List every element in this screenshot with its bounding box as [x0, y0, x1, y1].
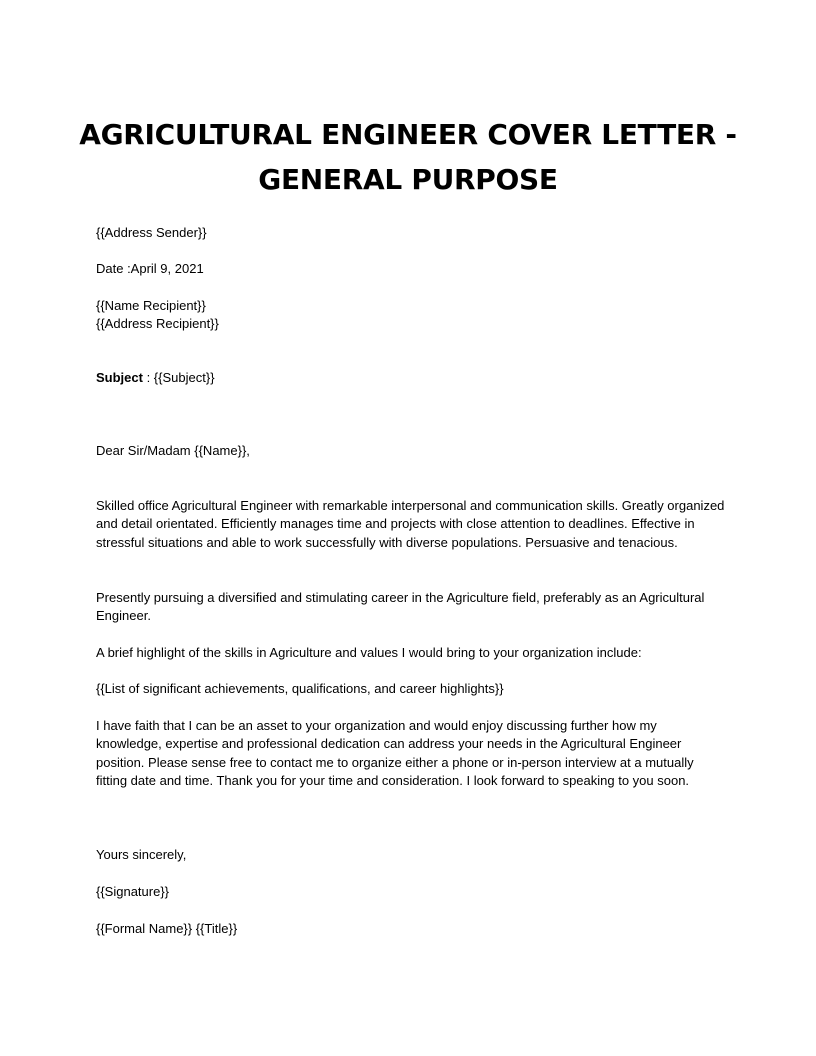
title-line-1: AGRICULTURAL ENGINEER COVER LETTER -: [79, 118, 737, 151]
body-paragraph-1: Skilled office Agricultural Engineer with remarkable interpersonal and communication skills. Greatly organized and detail orientated. Efficiently manages time and projects with close attention to deadlines. Effective in stressful situations and able to work successfully with diverse populations. Persuasive and tenacious.: [96, 498, 725, 550]
formal-name-title: {{Formal Name}} {{Title}}: [96, 921, 238, 936]
subject-value: : {{Subject}}: [142, 370, 215, 385]
closing: Yours sincerely,: [96, 847, 187, 862]
subject-label: Subject: [96, 370, 143, 385]
achievements-placeholder: {{List of significant achievements, qualifications, and career highlights}}: [96, 681, 504, 696]
title-line-2: GENERAL PURPOSE: [258, 163, 558, 196]
body-paragraph-5: I have faith that I can be an asset to your organization and would enjoy discussing further how my knowledge, expertise and professional dedication can address your needs in the Agricultural Engineer position. Please sense free to contact me to organize either a phone or in-person interview at a mutually fitting date and time. Thank you for your time and consideration. I look forward to speaking to you soon.: [96, 718, 694, 788]
signature: {{Signature}}: [96, 884, 170, 899]
letter-date: Date :April 9, 2021: [96, 261, 204, 276]
body-paragraph-3: A brief highlight of the skills in Agriculture and values I would bring to your organization include:: [96, 645, 642, 660]
body-paragraph-2: Presently pursuing a diversified and stimulating career in the Agriculture field, preferably as an Agricultural Engineer.: [96, 590, 705, 624]
sender-address: {{Address Sender}}: [96, 225, 207, 240]
salutation: Dear Sir/Madam {{Name}},: [96, 443, 250, 458]
recipient-name: {{Name Recipient}}: [96, 298, 206, 313]
document-title: [60, 112, 756, 202]
subject-line: [96, 369, 215, 387]
recipient-address: {{Address Recipient}}: [96, 316, 219, 331]
